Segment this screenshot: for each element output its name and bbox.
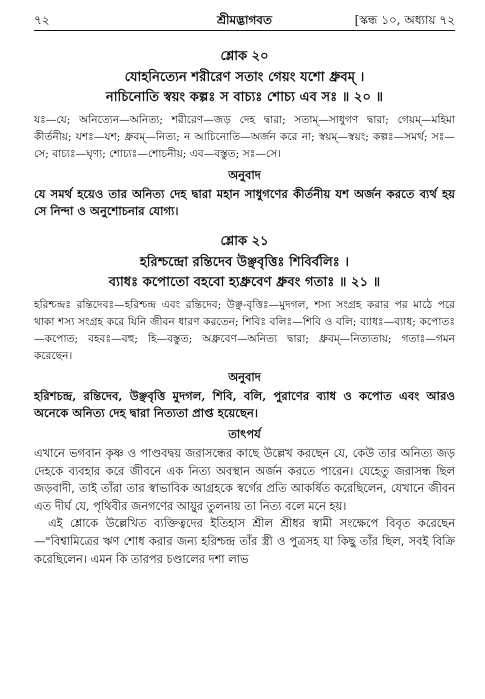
verse-21-line-2: ব্যাধঃ কপোতো বহবো হ্যধ্রুবেণ ধ্রুবং গতাঃ ॥ ২১ ॥ bbox=[108, 275, 381, 290]
verse-21-title: শ্লোক ২১ bbox=[220, 234, 269, 249]
page-number: ৭২ bbox=[34, 13, 50, 27]
verse-21-line-1: হরিশ্চন্দ্রো রন্তিদেব উঞ্ছবৃত্তিঃ শিবির্বলিঃ । bbox=[139, 255, 350, 270]
verse-21-translation: হরিশচন্দ্র, রন্তিদেব, উঞ্ছবৃত্তি মুদগল, শিবি, বলি, পুরাণের ব্যাধ ও কপোত এবং আরও অনেকে অনিত্য দেহ দ্বারা নিত্যতা প্রাপ্ত হয়েছেন। bbox=[34, 389, 455, 420]
verse-20-title: শ্লোক ২০ bbox=[220, 49, 269, 64]
purport-body bbox=[34, 445, 455, 568]
verse-21 bbox=[34, 232, 455, 568]
verse-20-translation-label: অনুবাদ bbox=[228, 168, 261, 182]
purport-paragraph-1: এখানে ভগবান কৃষ্ণ ও পাণ্ডবদ্বয় জরাসন্ধের কাছে উল্লেখ করছেন যে, কেউ তার অনিত্য জড় দেহকে ব্যবহার করে জীবনে এক নিত্য অবস্থান অর্জন করতে পারেন। যেহেতু জরাসন্ধ ছিল জড়বাদী, তাই তাঁরা তার স্বাভাবিক আগ্রহকে স্বর্গের প্রতি আকর্ষিত করেছিলেন, যেখানে জীবন এত দীর্ঘ যে, পৃথিবীর জনগণের আয়ুর তুলনায় তা নিত্য বলে মনে হয়। bbox=[34, 446, 455, 513]
verse-20-word-for-word: যঃ—যে; অনিত্যেন—অনিত্য; শরীরেণ—জড় দেহ দ্বারা; সতাম্—সাধুগণ দ্বারা; গেয়ম্—মহিমা কীর্তনীয়; যশঃ—যশ; ধ্রুবম্—নিত্য; ন আচিনোতি—অর্জন করে না; স্বয়ম্—স্বয়ং; কল্পঃ—সমর্থ; সঃ—সে; বাচ্যঃ—ঘৃণ্য; শোচ্যঃ—শোচনীয়; এব—বস্তুত; সঃ—সে। bbox=[34, 114, 455, 160]
book-title: শ্রীমদ্ভাগবত bbox=[216, 13, 272, 27]
verse-21-translation-label: অনুবাদ bbox=[228, 370, 261, 384]
purport-paragraph-2: এই শ্লোকে উল্লেখিত ব্যক্তিত্বদের ইতিহাস শ্রীল শ্রীধর স্বামী সংক্ষেপে বিবৃত করেছেন—"বিশ্বামিত্রের ঋণ শোধ করার জন্য হরিশ্চন্দ্র তাঁর স্ত্রী ও পুত্রসহ যা কিছু তাঁর ছিল, সবই বিক্রি করেছিলেন। এমন কি তারপর চণ্ডালের দশা লাভ bbox=[34, 516, 455, 566]
verse-21-word-for-word: হরিশ্চন্দ্রঃ রন্তিদেবঃ—হরিশ্চন্দ্র এবং রন্তিদেব; উঞ্ছ-বৃত্তিঃ—মুদগল, শস্য সংগ্রহ করার পর মাঠে পরে থাকা শস্য সংগ্রহ করে যিনি জীবন ধারণ করতেন; শিবিঃ বলিঃ—শিবি ও বলি; ব্যাধঃ—ব্যাধ; কপোতঃ—কপোত; বহবঃ—বহু; হি—বস্তুত; অধ্রুবেণ—অনিত্য দ্বারা; ধ্রুবম্—নিত্যতায়; গতাঃ—গমন করেছেন। bbox=[34, 299, 455, 362]
page-header bbox=[34, 10, 455, 32]
verse-20-line-2: নাচিনোতি স্বয়ং কল্পঃ স বাচ্যঃ শোচ্য এব সঃ ॥ ২০ ॥ bbox=[105, 90, 384, 105]
header-rule bbox=[34, 30, 455, 31]
chapter-reference: [স্কন্ধ ১০, অধ্যায় ৭২ bbox=[354, 13, 455, 27]
verse-20 bbox=[34, 47, 455, 220]
verse-20-line-1: যোহনিত্যেন শরীরেণ সতাং গেয়ং যশো ধ্রুবম্ । bbox=[124, 70, 365, 85]
purport-label: তাৎপর্য bbox=[228, 427, 261, 441]
verse-20-translation: যে সমর্থ হয়েও তার অনিত্য দেহ দ্বারা মহান সাধুগণের কীর্তনীয় যশ অর্জন করতে ব্যর্থ হয় সে নিন্দা ও অনুশোচনার যোগ্য। bbox=[34, 187, 455, 218]
